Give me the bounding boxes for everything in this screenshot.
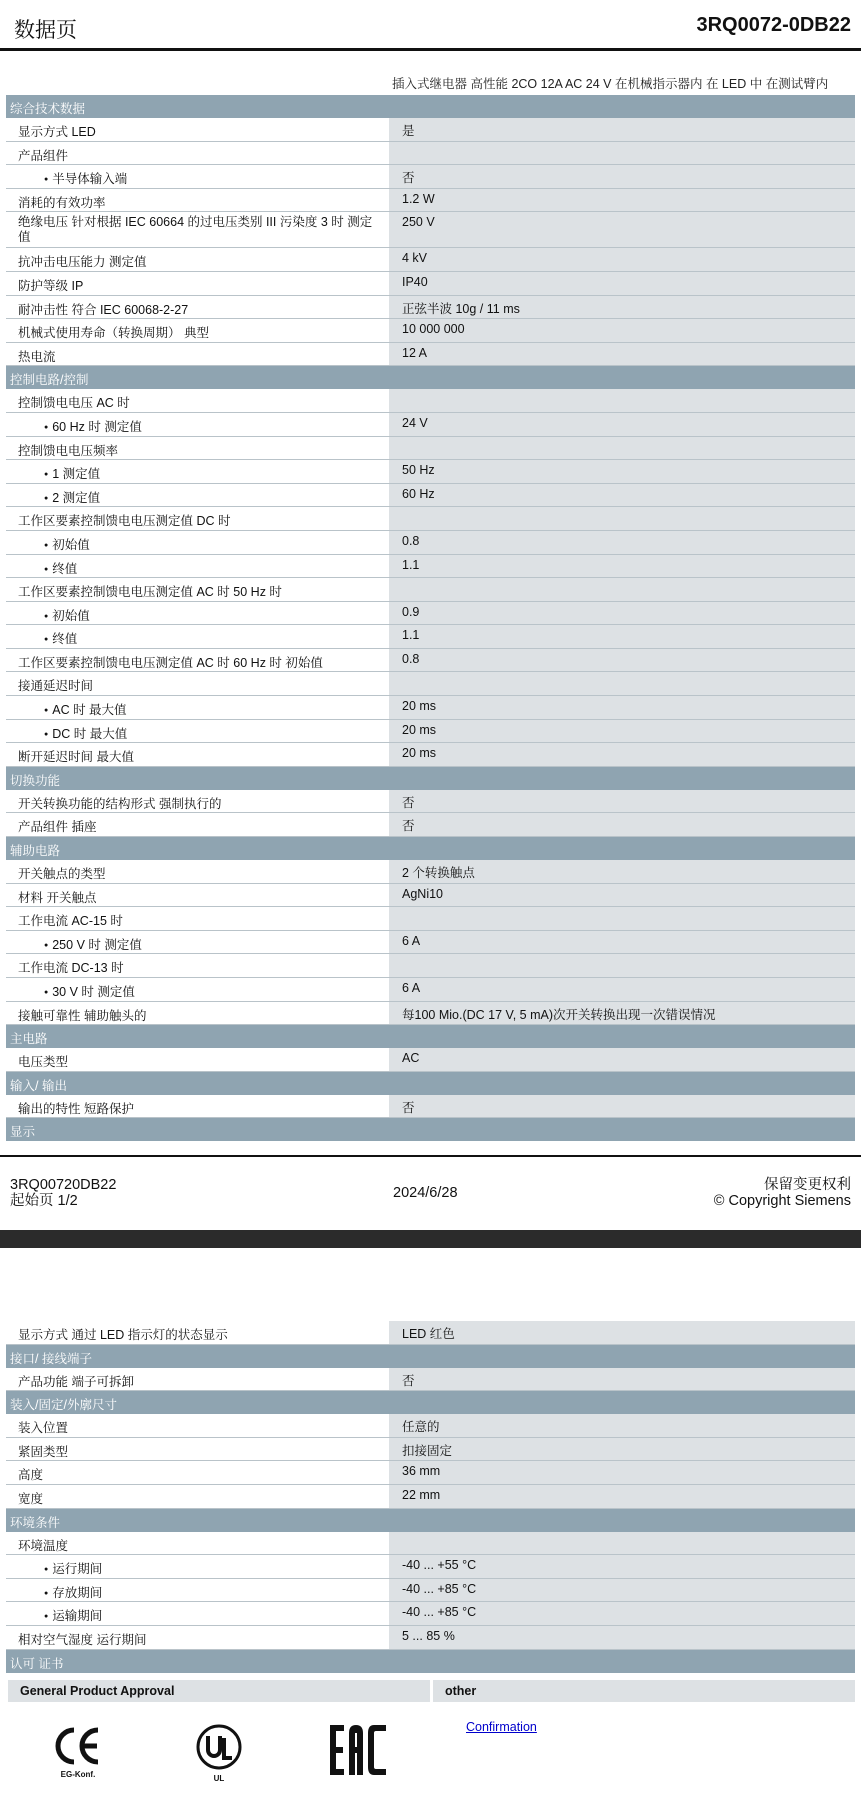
spec-row <box>6 248 855 272</box>
footer-rights: 保留变更权利 <box>764 1177 851 1193</box>
spec-value: 0.9 <box>389 602 855 625</box>
footer-page: 起始页 1/2 <box>10 1193 78 1209</box>
spec-label: 材料 开关触点 <box>18 890 97 905</box>
product-code: 3RQ0072-0DB22 <box>696 14 851 36</box>
spec-value <box>389 142 855 165</box>
spec-row <box>6 1002 855 1026</box>
footer-date: 2024/6/28 <box>393 1185 458 1201</box>
footer-left <box>10 1177 116 1209</box>
spec-row <box>6 743 855 767</box>
spec-value: 20 ms <box>389 696 855 719</box>
spec-label: 接通延迟时间 <box>18 679 94 694</box>
spec-value <box>389 954 855 977</box>
spec-value <box>389 507 855 530</box>
spec-label: 机械式使用寿命（转换周期） 典型 <box>18 326 209 341</box>
spec-label: 显示方式 通过 LED 指示灯的状态显示 <box>18 1328 228 1342</box>
spec-label: 绝缘电压 针对根据 IEC 60664 的过电压类别 III 污染度 3 时 测定值 <box>18 215 373 245</box>
spec-label: 宽度 <box>18 1491 44 1506</box>
spec-value: 0.8 <box>389 531 855 554</box>
spec-row <box>6 954 855 978</box>
spec-label: 消耗的有效功率 <box>18 195 106 210</box>
spec-value: 否 <box>389 165 855 188</box>
spec-value: AgNi10 <box>389 884 855 907</box>
spec-label: 紧固类型 <box>18 1444 69 1459</box>
section-header: 综合技术数据 <box>6 95 855 118</box>
spec-value: 20 ms <box>389 743 855 766</box>
spec-value <box>389 672 855 695</box>
spec-value: 22 mm <box>389 1485 855 1508</box>
spec-row <box>6 1048 855 1072</box>
spec-value: LED 红色 <box>389 1321 855 1344</box>
spec-value: 任意的 <box>389 1414 855 1437</box>
spec-label: 高度 <box>18 1468 44 1483</box>
spec-label: ● DC 时 最大值 <box>44 724 414 742</box>
spec-value: 0.8 <box>389 649 855 672</box>
spec-row <box>6 578 855 602</box>
spec-row <box>6 602 855 626</box>
spec-label: 控制馈电电压 AC 时 <box>18 396 130 411</box>
spec-value: 6 A <box>389 931 855 954</box>
spec-label: 防护等级 IP <box>18 278 84 293</box>
spec-row <box>6 1461 855 1485</box>
footer-copyright: © Copyright Siemens <box>713 1193 851 1209</box>
spec-row <box>6 389 855 413</box>
spec-row <box>6 978 855 1002</box>
spec-value: -40 ... +85 °C <box>389 1579 855 1602</box>
page-title: 数据页 <box>14 19 77 42</box>
spec-value: 否 <box>389 790 855 813</box>
spec-row <box>6 907 855 931</box>
ce-caption: EG-Konf. <box>60 1770 96 1779</box>
spec-label: 显示方式 LED <box>18 125 96 139</box>
spec-row <box>6 1532 855 1556</box>
confirmation-link[interactable]: Confirmation <box>466 1720 537 1734</box>
spec-value: 250 V <box>389 212 855 247</box>
spec-label: 环境温度 <box>18 1538 69 1553</box>
ul-mark-icon <box>196 1724 242 1775</box>
page-footer <box>0 1155 861 1232</box>
spec-value: 否 <box>389 813 855 836</box>
spec-row <box>6 696 855 720</box>
spec-label: ● 半导体输入端 <box>44 169 414 187</box>
spec-row <box>6 343 855 367</box>
spec-row <box>6 931 855 955</box>
spec-value: 20 ms <box>389 720 855 743</box>
section-header: 切换功能 <box>6 767 855 790</box>
spec-row <box>6 790 855 814</box>
spec-value: 60 Hz <box>389 484 855 507</box>
spec-label: 抗冲击电压能力 测定值 <box>18 255 147 270</box>
section-header: 装入/固定/外廓尺寸 <box>6 1391 855 1414</box>
spec-row <box>6 531 855 555</box>
spec-label: 工作区要素控制馈电电压测定值 DC 时 <box>18 514 231 529</box>
section-header: 输入/ 输出 <box>6 1072 855 1095</box>
spec-row <box>6 1485 855 1509</box>
spec-label: 热电流 <box>18 349 56 364</box>
spec-value: 24 V <box>389 413 855 436</box>
ul-caption: UL <box>213 1774 225 1783</box>
spec-row <box>6 625 855 649</box>
spec-value: 每100 Mio.(DC 17 V, 5 mA)次开关转换出现一次错误情况 <box>389 1002 855 1025</box>
product-description: 插入式继电器 高性能 2CO 12A AC 24 V 在机械指示器内 在 LED 中 在测试臂内 <box>392 77 829 91</box>
spec-label: 产品组件 <box>18 148 69 163</box>
spec-row <box>6 1602 855 1626</box>
spec-label: ● 初始值 <box>44 606 414 624</box>
spec-row <box>6 649 855 673</box>
spec-label: 输出的特性 短路保护 <box>18 1101 134 1116</box>
footer-code: 3RQ00720DB22 <box>10 1177 117 1193</box>
spec-value <box>389 437 855 460</box>
spec-value <box>389 1532 855 1555</box>
approval-header-row <box>8 1680 855 1702</box>
spec-label: ● 终值 <box>44 559 414 577</box>
spec-row <box>6 555 855 579</box>
page-header <box>0 0 861 51</box>
spec-table-page-2 <box>6 1321 855 1673</box>
spec-row <box>6 860 855 884</box>
spec-row <box>6 118 855 142</box>
spec-value: 36 mm <box>389 1461 855 1484</box>
spec-value: 扣接固定 <box>389 1438 855 1461</box>
spec-row <box>6 165 855 189</box>
spec-row <box>6 413 855 437</box>
section-header: 控制电路/控制 <box>6 366 855 389</box>
spec-label: ● 运行期间 <box>44 1559 414 1577</box>
spec-value: 否 <box>389 1095 855 1118</box>
spec-label: 接触可靠性 辅助触头的 <box>18 1008 147 1023</box>
spec-value <box>389 389 855 412</box>
spec-row <box>6 319 855 343</box>
spec-row <box>6 672 855 696</box>
spec-label: ● 2 测定值 <box>44 488 414 506</box>
spec-row <box>6 272 855 296</box>
spec-label: 产品功能 端子可拆卸 <box>18 1374 134 1389</box>
spec-label: 相对空气湿度 运行期间 <box>18 1632 147 1647</box>
spec-value: AC <box>389 1048 855 1071</box>
spec-label: 工作区要素控制馈电电压测定值 AC 时 50 Hz 时 <box>18 585 282 600</box>
spec-value: 12 A <box>389 343 855 366</box>
section-header: 主电路 <box>6 1025 855 1048</box>
spec-value: 4 kV <box>389 248 855 271</box>
spec-label: 开关触点的类型 <box>18 867 106 882</box>
approval-col-other: other <box>433 1680 855 1702</box>
spec-row <box>6 212 855 248</box>
spec-row <box>6 1368 855 1392</box>
spec-row <box>6 142 855 166</box>
spec-row <box>6 1555 855 1579</box>
spec-label: ● 存放期间 <box>44 1583 414 1601</box>
spec-row <box>6 1579 855 1603</box>
spec-row <box>6 460 855 484</box>
spec-row <box>6 1438 855 1462</box>
eac-mark-icon <box>330 1725 390 1782</box>
spec-row <box>6 1414 855 1438</box>
spec-label: 断开延迟时间 最大值 <box>18 750 134 765</box>
section-header: 辅助电路 <box>6 837 855 860</box>
spec-row <box>6 720 855 744</box>
spec-label: 工作电流 DC-13 时 <box>18 961 124 976</box>
spec-value: 1.2 W <box>389 189 855 212</box>
section-header: 显示 <box>6 1118 855 1141</box>
spec-table-page-1 <box>6 95 855 1141</box>
spec-value: -40 ... +85 °C <box>389 1602 855 1625</box>
section-header: 认可 证书 <box>6 1650 855 1673</box>
spec-value: 否 <box>389 1368 855 1391</box>
spec-row <box>6 296 855 320</box>
spec-value: 5 ... 85 % <box>389 1626 855 1649</box>
spec-row <box>6 1095 855 1119</box>
spec-row <box>6 884 855 908</box>
spec-value: 2 个转换触点 <box>389 860 855 883</box>
spec-label: ● 运输期间 <box>44 1606 414 1624</box>
footer-right <box>714 1177 851 1209</box>
page-separator <box>0 1230 861 1248</box>
spec-value: 正弦半波 10g / 11 ms <box>389 296 855 319</box>
spec-label: ● 250 V 时 测定值 <box>44 935 414 953</box>
spec-label: ● AC 时 最大值 <box>44 700 414 718</box>
spec-value: -40 ... +55 °C <box>389 1555 855 1578</box>
section-header: 接口/ 接线端子 <box>6 1345 855 1368</box>
spec-label: ● 60 Hz 时 测定值 <box>44 417 414 435</box>
spec-label: 耐冲击性 符合 IEC 60068-2-27 <box>18 302 189 317</box>
spec-label: 产品组件 插座 <box>18 820 97 835</box>
spec-value: 50 Hz <box>389 460 855 483</box>
section-header: 环境条件 <box>6 1509 855 1532</box>
spec-value: 1.1 <box>389 555 855 578</box>
spec-row <box>6 813 855 837</box>
spec-label: ● 初始值 <box>44 535 414 553</box>
spec-row <box>6 484 855 508</box>
spec-label: 工作电流 AC-15 时 <box>18 914 123 929</box>
spec-label: 电压类型 <box>18 1055 69 1070</box>
spec-row <box>6 1626 855 1650</box>
spec-row <box>6 437 855 461</box>
spec-value: 10 000 000 <box>389 319 855 342</box>
ce-mark-icon <box>52 1726 102 1771</box>
spec-value: 是 <box>389 118 855 141</box>
spec-value <box>389 578 855 601</box>
approval-col-general: General Product Approval <box>8 1680 430 1702</box>
spec-label: 开关转换功能的结构形式 强制执行的 <box>18 796 222 811</box>
spec-value: 6 A <box>389 978 855 1001</box>
spec-row <box>6 189 855 213</box>
spec-label: 控制馈电电压频率 <box>18 443 119 458</box>
spec-value: IP40 <box>389 272 855 295</box>
spec-label: 装入位置 <box>18 1421 69 1436</box>
spec-label: 工作区要素控制馈电电压测定值 AC 时 60 Hz 时 初始值 <box>18 655 323 670</box>
spec-value: 1.1 <box>389 625 855 648</box>
spec-row <box>6 1321 855 1345</box>
spec-label: ● 1 测定值 <box>44 464 414 482</box>
spec-value <box>389 907 855 930</box>
spec-label: ● 30 V 时 测定值 <box>44 982 414 1000</box>
spec-label: ● 终值 <box>44 629 414 647</box>
spec-row <box>6 507 855 531</box>
